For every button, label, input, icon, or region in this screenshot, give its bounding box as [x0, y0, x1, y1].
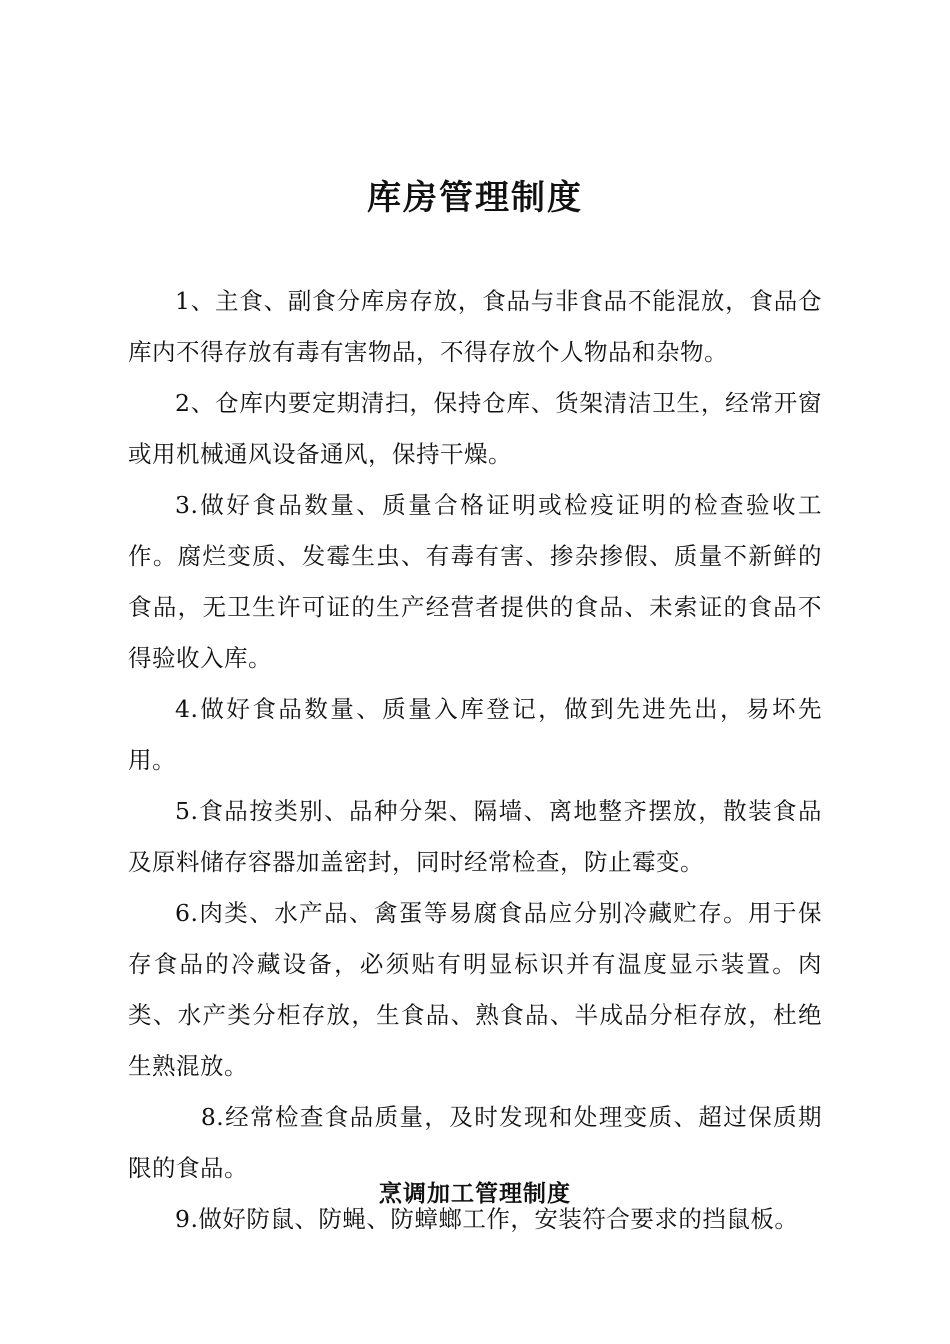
- paragraph-4: 4.做好食品数量、质量入库登记，做到先进先出，易坏先用。: [128, 695, 822, 774]
- paragraph-8: 8.经常检查食品质量，及时发现和处理变质、超过保质期限的食品。: [128, 1103, 822, 1182]
- paragraph-1: 1、主食、副食分库房存放，食品与非食品不能混放，食品仓库内不得存放有毒有害物品，不得存放个人物品和杂物。: [128, 287, 822, 366]
- paragraph-6: 6.肉类、水产品、禽蛋等易腐食品应分别冷藏贮存。用于保存食品的冷藏设备，必须贴有明显标识并有温度显示装置。肉类、水产类分柜存放，生食品、熟食品、半成品分柜存放，杜绝生熟混放。: [128, 899, 822, 1080]
- next-section-title: 烹调加工管理制度: [379, 1181, 571, 1207]
- document-title: 库房管理制度: [367, 178, 583, 218]
- paragraph-3: 3.做好食品数量、质量合格证明或检疫证明的检查验收工作。腐烂变质、发霉生虫、有毒有害、掺杂掺假、质量不新鲜的食品，无卫生许可证的生产经营者提供的食品、未索证的食品不得验收入库。: [128, 491, 822, 672]
- paragraph-9: 9.做好防鼠、防蝇、防蟑螂工作，安装符合要求的挡鼠板。: [175, 1205, 799, 1233]
- document-body: [128, 276, 822, 1245]
- paragraph-5: 5.食品按类别、品种分架、隔墙、离地整齐摆放，散装食品及原料储存容器加盖密封，同时经常检查，防止霉变。: [128, 797, 822, 876]
- paragraph-2: 2、仓库内要定期清扫，保持仓库、货架清洁卫生，经常开窗或用机械通风设备通风，保持干燥。: [128, 389, 822, 468]
